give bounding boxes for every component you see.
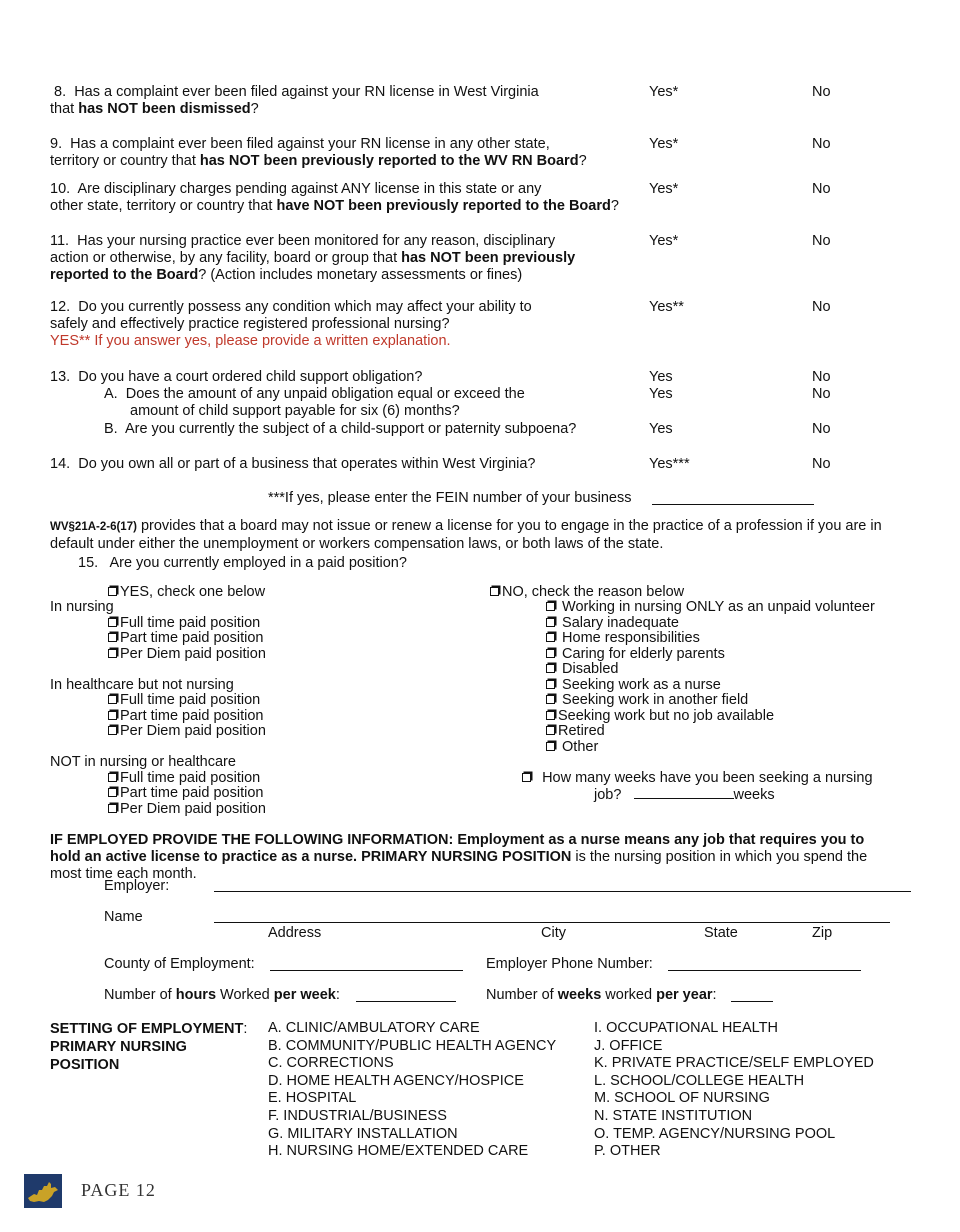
checkbox-icon xyxy=(108,618,117,627)
reason-checkbox[interactable]: Caring for elderly parents xyxy=(546,646,725,663)
setting-option[interactable]: P. OTHER xyxy=(594,1143,661,1160)
weeks-label: Number of weeks worked per year: xyxy=(486,987,717,1003)
county-input[interactable] xyxy=(270,970,463,971)
statute-notice: WV§21A-2-6(17) provides that a board may not issue or renew a license for you to engage in the practice of a profession if you are in default under either the unemployment or workers compensation laws, or both laws of the state. xyxy=(50,518,882,552)
q13-no-option[interactable]: No xyxy=(812,369,831,385)
setting-list-right xyxy=(594,1020,874,1161)
q13b-yes-option[interactable]: Yes xyxy=(649,421,673,437)
q13a-yes-option[interactable]: Yes xyxy=(649,386,673,402)
address-label: Address xyxy=(268,925,322,941)
checkbox-icon xyxy=(108,695,117,704)
checkbox-icon xyxy=(546,664,555,673)
option-checkbox[interactable]: Per Diem paid position xyxy=(108,723,266,740)
weeks-input[interactable] xyxy=(731,1001,773,1002)
city-label: City xyxy=(541,925,566,941)
q13b-no-option[interactable]: No xyxy=(812,421,831,437)
hours-input[interactable] xyxy=(356,1001,456,1002)
reason-checkbox[interactable]: Seeking work but no job available xyxy=(546,708,774,725)
reason-checkbox[interactable]: Working in nursing ONLY as an unpaid volunteer xyxy=(546,599,875,616)
phone-input[interactable] xyxy=(668,970,861,971)
question-13a: A. Does the amount of any unpaid obligation equal or exceed the xyxy=(104,386,525,402)
employer-label: Employer: xyxy=(104,878,170,894)
checkbox-icon xyxy=(108,788,117,797)
checkbox-icon xyxy=(108,587,117,596)
option-checkbox[interactable]: Part time paid position xyxy=(108,708,263,725)
zip-label: Zip xyxy=(812,925,833,941)
setting-option[interactable]: O. TEMP. AGENCY/NURSING POOL xyxy=(594,1125,836,1142)
setting-option[interactable]: L. SCHOOL/COLLEGE HEALTH xyxy=(594,1072,805,1089)
checkbox-icon xyxy=(522,773,531,782)
setting-option[interactable]: C. CORRECTIONS xyxy=(268,1055,394,1072)
setting-option[interactable]: J. OFFICE xyxy=(594,1037,663,1054)
setting-option[interactable]: H. NURSING HOME/EXTENDED CARE xyxy=(268,1143,529,1160)
checkbox-icon xyxy=(108,804,117,813)
checkbox-icon xyxy=(108,633,117,642)
q9-no-option[interactable]: No xyxy=(812,136,831,152)
setting-option[interactable]: D. HOME HEALTH AGENCY/HOSPICE xyxy=(268,1072,524,1089)
q14-no-option[interactable]: No xyxy=(812,456,831,472)
group-heading: In nursing xyxy=(50,599,114,615)
checkbox-icon xyxy=(546,742,555,751)
option-checkbox[interactable]: Part time paid position xyxy=(108,785,263,802)
option-checkbox[interactable]: Full time paid position xyxy=(108,770,260,787)
option-checkbox[interactable]: Full time paid position xyxy=(108,615,260,632)
setting-option[interactable]: N. STATE INSTITUTION xyxy=(594,1107,753,1124)
q12-no-option[interactable]: No xyxy=(812,299,831,315)
question-9: 9. Has a complaint ever been filed against your RN license in any other state, territory or country that has NOT been previously reported to the WV RN Board? xyxy=(50,136,587,169)
reason-checkbox[interactable]: Seeking work as a nurse xyxy=(546,677,721,694)
setting-option[interactable]: K. PRIVATE PRACTICE/SELF EMPLOYED xyxy=(594,1055,874,1072)
hours-label: Number of hours Worked per week: xyxy=(104,987,340,1003)
reason-checkbox[interactable]: Seeking work in another field xyxy=(546,692,748,709)
question-13: 13. Do you have a court ordered child support obligation? xyxy=(50,369,423,385)
group-heading: NOT in nursing or healthcare xyxy=(50,754,236,770)
q10-yes-option[interactable]: Yes* xyxy=(649,181,679,197)
checkbox-icon xyxy=(546,680,555,689)
county-label: County of Employment: xyxy=(104,956,255,972)
employment-heading: IF EMPLOYED PROVIDE THE FOLLOWING INFORMATION: Employment as a nurse means any job that requires you to hold an active license to practice as a nurse. PRIMARY NURSING POSITION is the nursing position in which you spend the most time each month. xyxy=(50,832,868,882)
reason-checkbox[interactable]: Other xyxy=(546,739,598,756)
question-11: 11. Has your nursing practice ever been monitored for any reason, disciplinary action or otherwise, by any facility, board or group that has NOT been previously reported to the Board? (Action includes monetary assessments or fines) xyxy=(50,233,576,283)
fein-prompt: ***If yes, please enter the FEIN number of your business xyxy=(268,490,632,506)
checkbox-icon xyxy=(108,773,117,782)
setting-option[interactable]: F. INDUSTRIAL/BUSINESS xyxy=(268,1107,447,1124)
setting-option[interactable]: I. OCCUPATIONAL HEALTH xyxy=(594,1020,778,1036)
checkbox-icon xyxy=(490,587,499,596)
phone-label: Employer Phone Number: xyxy=(486,956,653,972)
weeks-input[interactable] xyxy=(634,786,734,799)
option-checkbox[interactable]: Part time paid position xyxy=(108,630,263,647)
reason-checkbox[interactable]: Home responsibilities xyxy=(546,630,700,647)
checkbox-icon xyxy=(546,618,555,627)
question-10: 10. Are disciplinary charges pending against ANY license in this state or any other state, territory or country that have NOT been previously reported to the Board? xyxy=(50,181,619,214)
q8-no-option[interactable]: No xyxy=(812,84,831,100)
checkbox-icon xyxy=(546,711,555,720)
q9-yes-option[interactable]: Yes* xyxy=(649,136,679,152)
setting-option[interactable]: M. SCHOOL OF NURSING xyxy=(594,1090,770,1107)
checkbox-icon xyxy=(546,649,555,658)
setting-option[interactable]: G. MILITARY INSTALLATION xyxy=(268,1125,458,1142)
setting-label: SETTING OF EMPLOYMENT: PRIMARY NURSING POSITION xyxy=(50,1021,248,1073)
q11-yes-option[interactable]: Yes* xyxy=(649,233,679,249)
checkbox-icon xyxy=(108,649,117,658)
name-address-input[interactable] xyxy=(214,922,890,923)
question-12: 12. Do you currently possess any condition which may affect your ability to safely and effectively practice registered professional nursing? YES** If you answer yes, please provide a written explanation. xyxy=(50,299,532,349)
checkbox-icon xyxy=(546,633,555,642)
option-checkbox[interactable]: Per Diem paid position xyxy=(108,801,266,818)
fein-input-line[interactable] xyxy=(652,504,814,505)
weeks-seeking-checkbox[interactable]: How many weeks have you been seeking a nursing xyxy=(522,770,873,787)
name-label: Name xyxy=(104,909,143,925)
q11-no-option[interactable]: No xyxy=(812,233,831,249)
question-14: 14. Do you own all or part of a business that operates within West Virginia? xyxy=(50,456,536,472)
setting-option[interactable]: B. COMMUNITY/PUBLIC HEALTH AGENCY xyxy=(268,1037,557,1054)
question-13b: B. Are you currently the subject of a child-support or paternity subpoena? xyxy=(104,421,577,437)
reason-checkbox[interactable]: Salary inadequate xyxy=(546,615,679,632)
state-label: State xyxy=(704,925,738,941)
question-13a-cont: amount of child support payable for six (6) months? xyxy=(130,403,460,419)
question-15: 15. Are you currently employed in a paid position? xyxy=(78,555,407,571)
q13-yes-option[interactable]: Yes xyxy=(649,369,673,385)
question-8: 8. Has a complaint ever been filed against your RN license in West Virginia that has NOT been dismissed? xyxy=(50,84,539,117)
page-number: PAGE 12 xyxy=(81,1180,156,1200)
option-checkbox[interactable]: Per Diem paid position xyxy=(108,646,266,663)
setting-list-left xyxy=(268,1020,556,1161)
setting-option[interactable]: E. HOSPITAL xyxy=(268,1090,357,1107)
q15-yes-checkbox[interactable]: YES, check one below xyxy=(108,584,265,601)
group-heading: In healthcare but not nursing xyxy=(50,677,234,693)
q14-yes-option[interactable]: Yes*** xyxy=(649,456,690,472)
q10-no-option[interactable]: No xyxy=(812,181,831,197)
employer-input[interactable] xyxy=(214,891,911,892)
q15-no-checkbox[interactable]: NO, check the reason below xyxy=(490,584,684,601)
q8-yes-option[interactable]: Yes* xyxy=(649,84,679,100)
q12-yes-option[interactable]: Yes** xyxy=(649,299,684,315)
setting-option[interactable]: A. CLINIC/AMBULATORY CARE xyxy=(268,1020,480,1036)
q12-note: YES** If you answer yes, please provide a written explanation. xyxy=(50,333,451,349)
checkbox-icon xyxy=(546,726,555,735)
checkbox-icon xyxy=(108,711,117,720)
option-checkbox[interactable]: Full time paid position xyxy=(108,692,260,709)
reason-checkbox[interactable]: Disabled xyxy=(546,661,618,678)
wv-logo-icon xyxy=(24,1174,62,1208)
weeks-seeking-line: job? weeks xyxy=(594,787,775,803)
checkbox-icon xyxy=(546,695,555,704)
checkbox-icon xyxy=(108,726,117,735)
q13a-no-option[interactable]: No xyxy=(812,386,831,402)
checkbox-icon xyxy=(546,602,555,611)
reason-checkbox[interactable]: Retired xyxy=(546,723,605,740)
